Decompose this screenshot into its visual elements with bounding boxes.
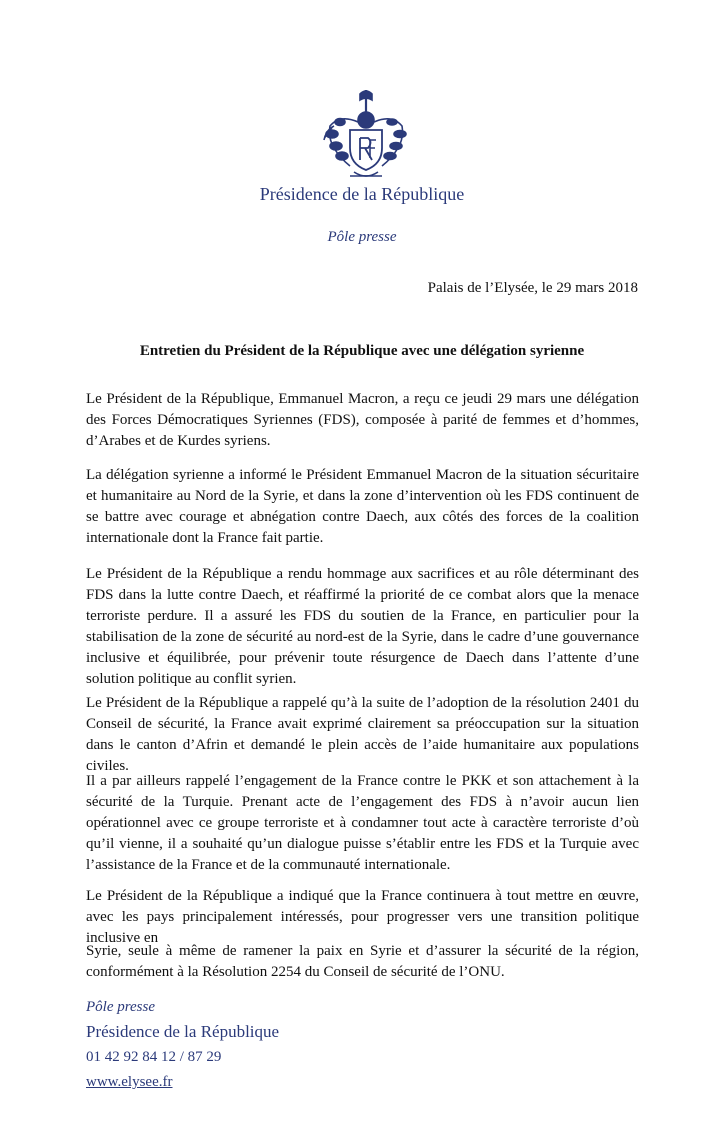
republique-francaise-emblem-icon — [310, 86, 422, 186]
page-title: Entretien du Président de la République avec une délégation syrienne — [139, 343, 585, 359]
paragraph-7 — [86, 941, 639, 983]
paragraph-text: Le Président de la République a indiqué que la France continuera à tout mettre en œuvre, avec les pays principalement intéressés, pour progresser vers une transition politique inclusive en — [86, 888, 639, 946]
paragraph-1 — [86, 389, 639, 452]
footer-organization: Présidence de la République — [86, 1022, 280, 1041]
paragraph-text: Le Président de la République a rappelé qu’à la suite de l’adoption de la résolution 2401 du Conseil de sécurité, la France avait exprimé clairement sa préoccupation sur la situation dans le canton d’Afrin et demandé le plein accès de l’aide humanitaire aux populations civiles. — [86, 695, 639, 774]
paragraph-text: Le Président de la République, Emmanuel Macron, a reçu ce jeudi 29 mars une délégation des Forces Démocratiques Syriennes (FDS), composée à parité de femmes et d’hommes, d’Arabes et de Kurdes syriens. — [86, 391, 639, 449]
paragraph-5 — [86, 771, 639, 876]
paragraph-text: La délégation syrienne a informé le Président Emmanuel Macron de la situation sécuritaire et humanitaire au Nord de la Syrie, et dans la zone d’intervention où les FDS continuent de se battre avec courage et abnégation contre Daech, aux côtés des forces de la coalition internationale dont la France fait partie. — [86, 467, 639, 546]
footer-department: Pôle presse — [86, 999, 156, 1015]
paragraph-text: Il a par ailleurs rappelé l’engagement de la France contre le PKK et son attachement à la sécurité de la Turquie. Prenant acte de l’engagement des FDS à n’avoir aucun lien opérationnel avec ce groupe terroriste et à condamner tout acte à caractère terroriste d’où qu’il vienne, il a souhaité qu’un dialogue puisse s’établir entre les FDS et la Turquie avec l’assistance de la France et de la communauté internationale. — [86, 773, 639, 873]
footer-phone: 01 42 92 84 12 / 87 29 — [86, 1049, 222, 1065]
footer-website-link[interactable]: www.elysee.fr — [86, 1074, 173, 1090]
paragraph-4 — [86, 693, 639, 777]
header-department: Pôle presse — [327, 229, 397, 245]
paragraph-text: Syrie, seule à même de ramener la paix en Syrie et d’assurer la sécurité de la région, conformément à la Résolution 2254 du Conseil de sécurité de l’ONU. — [86, 943, 639, 980]
dateline: Palais de l’Elysée, le 29 mars 2018 — [427, 280, 638, 296]
paragraph-6 — [86, 886, 639, 949]
paragraph-3 — [86, 564, 639, 690]
paragraph-2 — [86, 465, 639, 549]
paragraph-text: Le Président de la République a rendu hommage aux sacrifices et au rôle déterminant des FDS dans la lutte contre Daech, et réaffirmé la priorité de ce combat alors que la menace terroriste perdure. Il a assuré les FDS du soutien de la France, en particulier pour la stabilisation de la zone de sécurité au nord-est de la Syrie, dans le cadre d’une gouvernance inclusive et équilibrée, pour prévenir toute résurgence de Daech dans l’attente d’une solution politique au conflit syrien. — [86, 566, 639, 687]
header-organization: Présidence de la République — [259, 184, 465, 204]
